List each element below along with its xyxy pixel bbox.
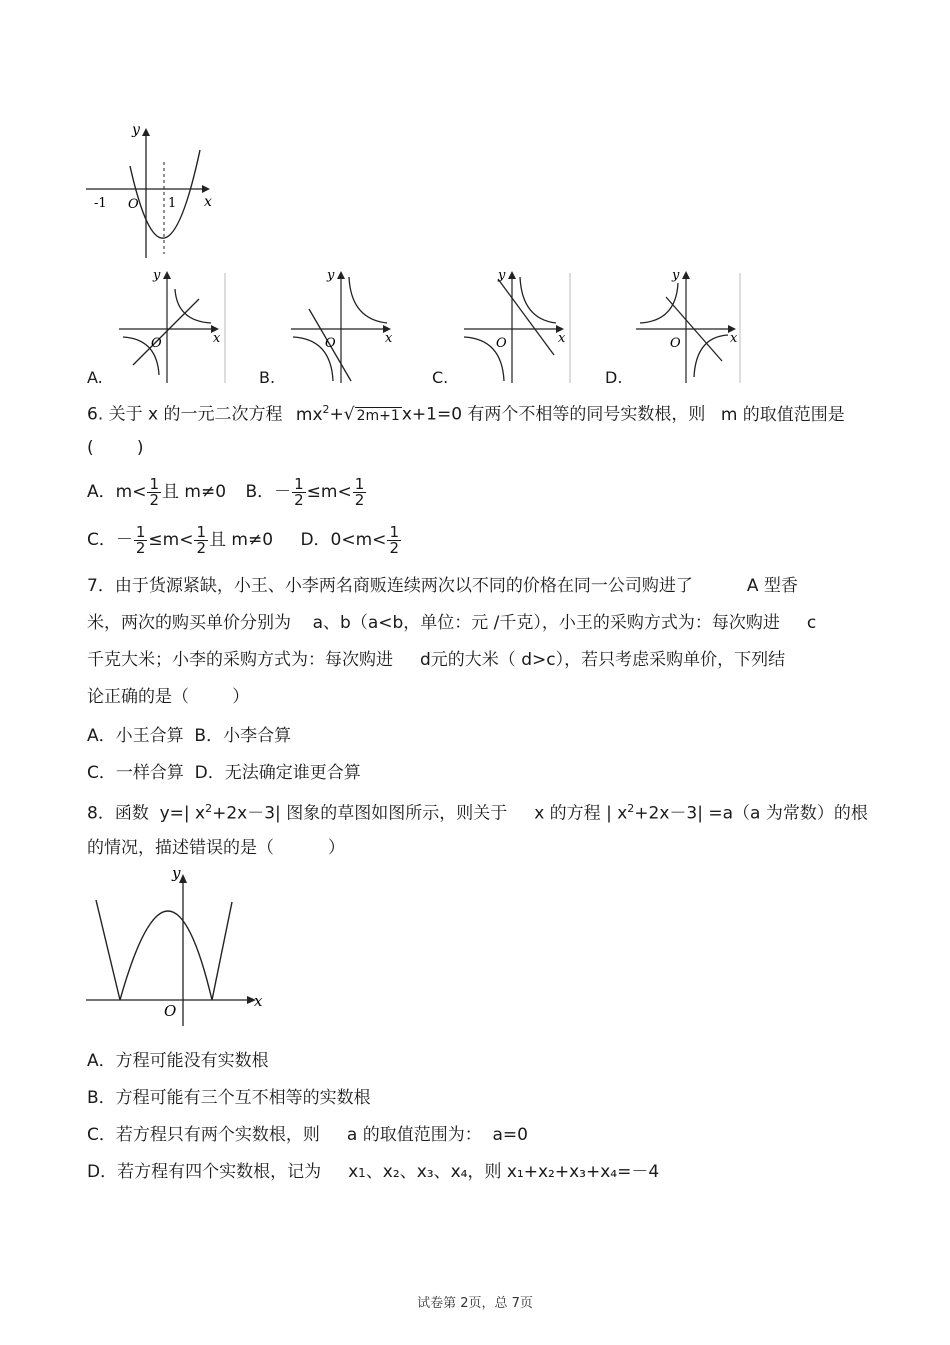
q6-number: 6.: [87, 404, 104, 425]
y-axis-label: y: [327, 268, 335, 283]
q6-options-cd: [87, 522, 402, 558]
origin-label: O: [670, 336, 681, 351]
x-axis-label: x: [204, 194, 212, 210]
q8-optD-pre: D．若方程有四个实数根，记为 x: [87, 1162, 359, 1182]
q8-option-c: C．若方程只有两个实数根，则 a 的取值范围为： a=0: [87, 1125, 528, 1145]
q8-sub1: 1: [358, 1166, 366, 1180]
q6-text-a: 关于 x 的一元二次方程: [108, 404, 283, 425]
q6-sqrt: 2m+1: [356, 407, 400, 424]
q8-line2: 的情况，描述错误的是（ ）: [87, 838, 346, 858]
option-a-graph: [115, 265, 227, 385]
x-axis-label: x: [730, 331, 738, 346]
y-axis-label: y: [498, 268, 506, 283]
q7-options-cd: C．一样合算 D．无法确定谁更合算: [87, 763, 361, 783]
q8-post: +2x－3| =a（a 为常数）的根: [634, 803, 868, 824]
q7-line4: 论正确的是（ ）: [87, 687, 250, 707]
option-c-graph: [460, 265, 572, 385]
option-b-label: B.: [259, 368, 276, 387]
origin-label: O: [325, 336, 336, 351]
q6-optA-pre: A．m: [87, 482, 133, 502]
x-axis-label: x: [254, 992, 263, 1010]
fraction: $\frac{1}{2}$: [135, 522, 146, 557]
y-axis-label: y: [172, 864, 181, 882]
q6-optC-mid: ≤m<: [148, 530, 194, 550]
q7-options-ab: A．小王合算 B．小李合算: [87, 726, 292, 746]
tick-one: 1: [168, 196, 177, 211]
q7-line1: 7．由于货源紧缺，小王、小李两名商贩连续两次以不同的价格在同一公司购进了 A 型香: [87, 576, 798, 596]
option-c-label: C.: [432, 368, 449, 387]
x-axis-label: x: [213, 331, 221, 346]
q6-expr-plus: +: [329, 404, 344, 425]
option-b-graph: [287, 265, 399, 385]
q6-optB-mid: ≤m<: [306, 482, 352, 502]
q6-optC-pre: C．－: [87, 530, 133, 550]
q6-paren: ( ): [87, 438, 144, 458]
y-axis-label: y: [672, 268, 680, 283]
option-a-label: A.: [87, 368, 103, 387]
option-d-graph: [632, 265, 744, 385]
y-axis-label: y: [132, 122, 140, 138]
q6-optD-pre: D．0<m<: [300, 530, 387, 550]
x-axis-label: x: [385, 331, 393, 346]
origin-label: O: [151, 336, 162, 351]
q7-line3: 千克大米；小李的采购方式为：每次购进 d元的大米（ d>c），若只考虑采购单价，下列结: [87, 650, 786, 670]
option-d-label: D.: [605, 368, 623, 387]
q8-mid: +2x－3| 图象的草图如图所示，则关于 x 的方程 | x: [212, 803, 628, 824]
q8-sup2: 2: [627, 802, 635, 815]
q6-optA-lt: <: [132, 482, 147, 502]
q8-option-d: [87, 1160, 659, 1185]
q8-sup: 2: [205, 802, 213, 815]
q6-options-ab: [87, 474, 367, 510]
q7-line2: 米，两次的购买单价分别为 a、b（a<b，单位：元 /千克），小王的采购方式为：每次购进 c: [87, 613, 817, 633]
q6-expr-a: mx: [295, 404, 323, 425]
q6-optB-pre: B．－: [245, 482, 292, 502]
q6-optC-post: 且 m≠0: [209, 530, 274, 550]
q6-text-b: 有两个不相等的同号实数根，则: [467, 404, 706, 425]
page-footer: 试卷第 2页，总 7页: [417, 1296, 533, 1311]
q8-line1: [87, 797, 868, 826]
y-axis-label: y: [153, 268, 161, 283]
fraction: $\frac{1}{2}$: [294, 474, 304, 509]
q6-text-c: m 的取值范围是: [720, 404, 845, 425]
q8-option-b: B．方程可能有三个互不相等的实数根: [87, 1088, 371, 1108]
q8-optD-rest: 、x₂、x₃、x₄，则 x₁+x₂+x₃+x₄=－4: [365, 1162, 660, 1182]
fraction: $\frac{1}{2}$: [354, 474, 365, 509]
fraction: $\frac{1}{2}$: [389, 522, 399, 557]
origin-label: O: [128, 197, 139, 212]
tick-neg-one: -1: [94, 196, 107, 211]
x-axis-label: x: [558, 331, 566, 346]
q8-pre: 8．函数 y=| x: [87, 803, 206, 824]
fraction: $\frac{1}{2}$: [196, 522, 207, 557]
fraction: $\frac{1}{2}$: [149, 474, 159, 509]
origin-label: O: [496, 336, 507, 351]
q8-option-a: A．方程可能没有实数根: [87, 1051, 269, 1071]
q6-optA-post: 且 m≠0: [162, 482, 227, 502]
parabola-figure: [82, 118, 222, 260]
abs-quadratic-graph: [84, 862, 270, 1028]
q6-line1: 6. 关于 x 的一元二次方程 $mx^2+√$ 2m+1 x+1=0 有两个不相等的同号实数根，则 m 的取值范围是: [87, 403, 845, 425]
q6-expr-b: x+1=0: [401, 404, 463, 425]
origin-label: O: [164, 1002, 177, 1020]
q6-expr-sup: 2: [322, 403, 330, 416]
